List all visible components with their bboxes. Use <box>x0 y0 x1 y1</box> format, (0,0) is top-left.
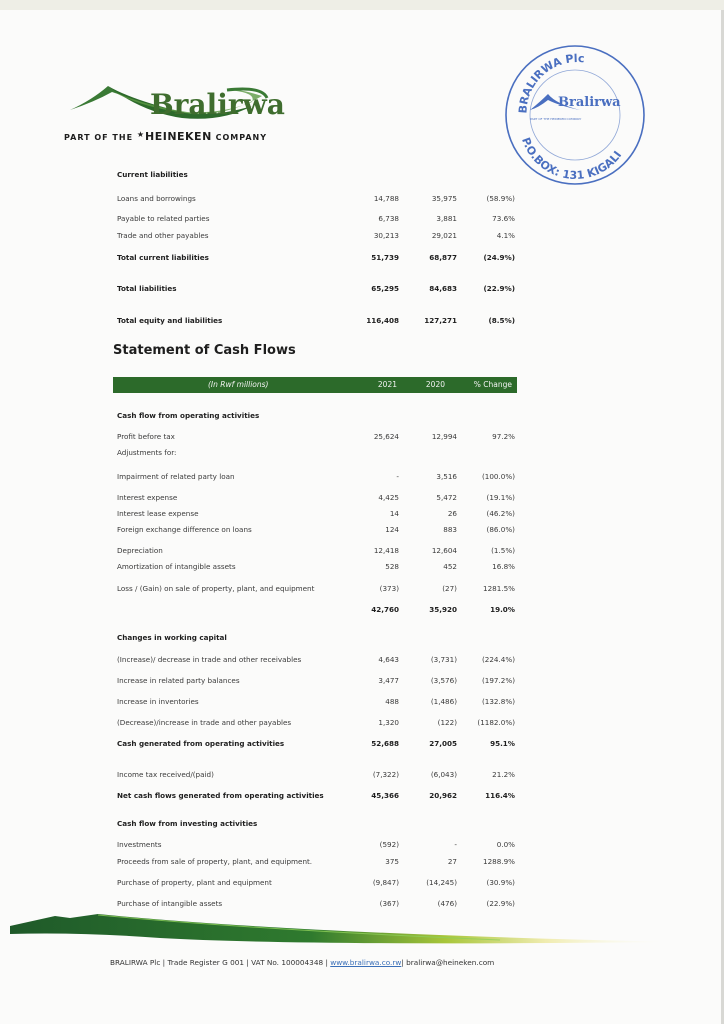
value-2020: 12,604 <box>431 546 457 555</box>
value-2020: 68,877 <box>429 253 457 262</box>
value-change: 0.0% <box>496 840 515 849</box>
value-2020: (476) <box>437 899 457 908</box>
value-2020: (14,245) <box>426 878 457 887</box>
row-label: Income tax received/(paid) <box>117 770 214 779</box>
value-change: (1.5%) <box>491 546 515 555</box>
value-change: (132.8%) <box>481 697 515 706</box>
value-2021: 528 <box>385 562 399 571</box>
row-label: Total liabilities <box>117 284 177 293</box>
value-2020: 20,962 <box>429 791 457 800</box>
stamp-top-text: BRALIRWA Plc <box>516 51 585 114</box>
row-label: Impairment of related party loan <box>117 472 235 481</box>
value-2020: 27,005 <box>429 739 457 748</box>
footer-contact <box>110 958 494 967</box>
value-change: 73.6% <box>492 214 515 223</box>
value-2020: - <box>454 840 457 849</box>
value-2020: (6,043) <box>430 770 457 779</box>
value-2021: 3,477 <box>378 676 399 685</box>
company-stamp <box>500 40 650 190</box>
table-row <box>117 544 517 558</box>
value-2021: 25,624 <box>373 432 399 441</box>
value-change: 97.2% <box>492 432 515 441</box>
value-2020: 452 <box>443 562 457 571</box>
table-row <box>117 430 517 444</box>
row-label: Cash generated from operating activities <box>117 739 285 748</box>
value-2020: 84,683 <box>429 284 457 293</box>
footer-website-link[interactable]: www.bralirwa.co.rw <box>330 958 402 967</box>
row-label: (Increase)/ decrease in trade and other receivables <box>117 655 302 664</box>
stamp-bottom-text: P.O.BOX: 131 KIGALI <box>519 135 625 183</box>
footer-swoosh-icon <box>0 912 724 952</box>
value-2020: (3,576) <box>430 676 457 685</box>
value-change: (197.2%) <box>481 676 515 685</box>
value-change: (24.9%) <box>483 253 515 262</box>
table-row <box>117 855 517 869</box>
header-change: % Change <box>473 380 512 389</box>
row-label: Proceeds from sale of property, plant, and equipment. <box>117 857 313 866</box>
value-2020: 27 <box>447 857 457 866</box>
value-2021: 488 <box>385 697 399 706</box>
table-row <box>117 695 517 709</box>
row-label: Purchase of property, plant and equipment <box>117 878 272 887</box>
value-2021: (9,847) <box>372 878 399 887</box>
table-row <box>117 674 517 688</box>
value-change: (46.2%) <box>486 509 515 518</box>
row-label: Interest expense <box>117 493 178 502</box>
value-change: (58.9%) <box>486 194 515 203</box>
value-change: (30.9%) <box>486 878 515 887</box>
value-change: 1288.9% <box>483 857 515 866</box>
table-row-total <box>117 737 517 751</box>
footer-company: BRALIRWA Plc <box>110 958 161 967</box>
footer-trade-register: Trade Register G 001 <box>167 958 245 967</box>
value-change: (1182.0%) <box>477 718 515 727</box>
value-2021: (7,322) <box>372 770 399 779</box>
footer-separator: | <box>401 958 404 967</box>
value-2021: 116,408 <box>366 316 399 325</box>
row-label: Interest lease expense <box>117 509 199 518</box>
row-label: Total equity and liabilities <box>117 316 223 325</box>
cash-flows-title: Statement of Cash Flows <box>113 343 296 358</box>
value-change: 1281.5% <box>483 584 515 593</box>
table-row <box>117 653 517 667</box>
row-label: Investments <box>117 840 162 849</box>
table-row <box>117 876 517 890</box>
table-row <box>117 212 517 226</box>
row-label: Amortization of intangible assets <box>117 562 236 571</box>
value-2021: 1,320 <box>378 718 399 727</box>
value-2020: 883 <box>443 525 457 534</box>
table-row-total <box>117 314 517 328</box>
tagline-suffix: COMPANY <box>215 133 268 142</box>
row-label: Increase in related party balances <box>117 676 240 685</box>
footer-separator: | <box>246 958 249 967</box>
value-2021: - <box>396 472 399 481</box>
value-change: 19.0% <box>490 605 515 614</box>
row-label: Payable to related parties <box>117 214 210 223</box>
table-header-bar <box>113 377 517 393</box>
value-2021: (367) <box>379 899 399 908</box>
value-2021: 124 <box>385 525 399 534</box>
value-2020: (27) <box>442 584 457 593</box>
star-icon: ★ <box>136 130 145 139</box>
row-label: Loss / (Gain) on sale of property, plant, and equipment <box>117 584 315 593</box>
table-row <box>117 491 517 505</box>
scan-top-edge <box>0 0 724 10</box>
table-row <box>117 838 517 852</box>
row-label: (Decrease)/increase in trade and other payables <box>117 718 292 727</box>
table-row-total <box>117 282 517 296</box>
value-change: 116.4% <box>485 791 515 800</box>
value-2020: (3,731) <box>430 655 457 664</box>
value-change: (100.0%) <box>481 472 515 481</box>
operating-activities-heading: Cash flow from operating activities <box>117 411 260 420</box>
footer-separator: | <box>325 958 328 967</box>
value-change: (19.1%) <box>486 493 515 502</box>
adjustments-label-row <box>117 446 517 460</box>
table-row <box>117 897 517 911</box>
value-2020: 127,271 <box>424 316 457 325</box>
value-2021: 52,688 <box>371 739 399 748</box>
value-2021: 65,295 <box>371 284 399 293</box>
value-change: 95.1% <box>490 739 515 748</box>
value-2021: 42,760 <box>371 605 399 614</box>
value-2020: (122) <box>437 718 457 727</box>
value-2020: 3,881 <box>436 214 457 223</box>
value-2021: 6,738 <box>378 214 399 223</box>
table-row <box>117 582 517 596</box>
table-row <box>117 560 517 574</box>
row-label: Loans and borrowings <box>117 194 196 203</box>
value-2021: 45,366 <box>371 791 399 800</box>
header-2020: 2020 <box>425 380 445 389</box>
table-row <box>117 192 517 206</box>
table-row-subtotal <box>117 603 517 617</box>
stamp-inner-wordmark: Bralirwa <box>558 95 621 110</box>
value-2021: 4,643 <box>378 655 399 664</box>
value-change: 21.2% <box>492 770 515 779</box>
row-label: Foreign exchange difference on loans <box>117 525 252 534</box>
value-change: (224.4%) <box>481 655 515 664</box>
footer-email[interactable]: bralirwa@heineken.com <box>406 958 495 967</box>
value-2021: 30,213 <box>373 231 399 240</box>
table-row <box>117 523 517 537</box>
investing-activities-heading: Cash flow from investing activities <box>117 819 258 828</box>
row-label: Increase in inventories <box>117 697 199 706</box>
table-row-total <box>117 251 517 265</box>
table-row-total <box>117 789 517 803</box>
value-2021: 51,739 <box>371 253 399 262</box>
table-row <box>117 716 517 730</box>
current-liabilities-heading: Current liabilities <box>117 170 188 179</box>
tagline-brand: HEINEKEN <box>145 130 212 143</box>
value-change: 16.8% <box>492 562 515 571</box>
value-2020: 35,975 <box>431 194 457 203</box>
value-2020: 35,920 <box>429 605 457 614</box>
value-2020: 26 <box>447 509 457 518</box>
value-2021: 14 <box>389 509 399 518</box>
value-2020: 12,994 <box>431 432 457 441</box>
table-row <box>117 507 517 521</box>
row-label: Purchase of intangible assets <box>117 899 223 908</box>
stamp-ring-icon <box>500 40 650 190</box>
row-label: Adjustments for: <box>117 448 177 457</box>
value-change: 4.1% <box>496 231 515 240</box>
value-2021: 375 <box>385 857 399 866</box>
bralirwa-logo <box>62 82 302 147</box>
table-row <box>117 768 517 782</box>
row-label: Trade and other payables <box>117 231 209 240</box>
value-2021: (592) <box>379 840 399 849</box>
row-label: Net cash flows generated from operating activities <box>117 791 324 800</box>
value-change: (22.9%) <box>486 899 515 908</box>
value-change: (22.9%) <box>483 284 515 293</box>
footer-separator: | <box>162 958 166 967</box>
unit-label: (In Rwf millions) <box>208 380 269 389</box>
value-2021: 14,788 <box>373 194 399 203</box>
value-change: (8.5%) <box>488 316 515 325</box>
logo-wordmark: Bralirwa <box>150 88 285 121</box>
value-2020: 29,021 <box>431 231 457 240</box>
header-2021: 2021 <box>377 380 397 389</box>
logo-tagline <box>64 130 267 143</box>
value-change: (86.0%) <box>486 525 515 534</box>
value-2021: 4,425 <box>378 493 399 502</box>
value-2020: (1,486) <box>430 697 457 706</box>
row-label: Depreciation <box>117 546 163 555</box>
row-label: Total current liabilities <box>117 253 209 262</box>
stamp-inner-tagline: PART OF THE HEINEKEN COMPANY <box>530 117 582 121</box>
footer-vat: VAT No. 100004348 <box>251 958 324 967</box>
table-row <box>117 229 517 243</box>
row-label: Profit before tax <box>117 432 175 441</box>
table-row <box>117 470 517 484</box>
value-2020: 5,472 <box>436 493 457 502</box>
tagline-prefix: PART OF THE <box>64 133 134 142</box>
working-capital-heading: Changes in working capital <box>117 633 227 642</box>
value-2020: 3,516 <box>436 472 457 481</box>
value-2021: 12,418 <box>373 546 399 555</box>
value-2021: (373) <box>379 584 399 593</box>
